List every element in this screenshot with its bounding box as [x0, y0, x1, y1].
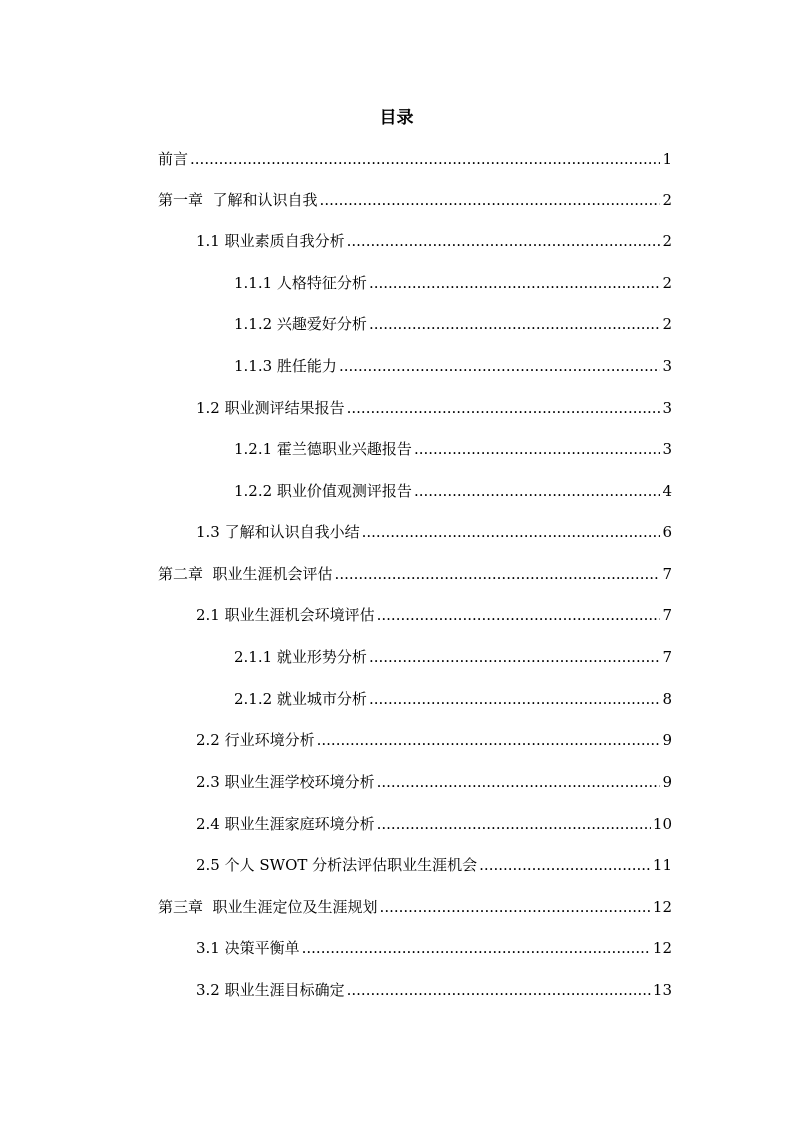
toc-entry[interactable]	[158, 521, 672, 543]
toc-entry-page: 1	[662, 150, 672, 168]
toc-entry-label: 3.1 决策平衡单	[196, 939, 300, 957]
toc-entry[interactable]	[158, 313, 672, 335]
toc-entry[interactable]	[158, 729, 672, 751]
leader-dots	[190, 148, 660, 170]
toc-entry-label: 第二章 职业生涯机会评估	[158, 565, 333, 583]
toc-entry-page: 2	[662, 274, 672, 292]
toc-entry-page: 7	[662, 606, 672, 624]
toc-entry-label: 1.1 职业素质自我分析	[196, 232, 345, 250]
toc-entry-page: 2	[662, 232, 672, 250]
toc-entry-label: 第一章 了解和认识自我	[158, 191, 318, 209]
toc-entry-label: 1.1.1 人格特征分析	[234, 274, 367, 292]
toc-entry-page: 3	[662, 357, 672, 375]
toc-entry-label: 3.2 职业生涯目标确定	[196, 981, 345, 999]
toc-entry[interactable]	[158, 688, 672, 710]
leader-dots	[347, 979, 651, 1001]
toc-entry-page: 12	[652, 898, 672, 916]
toc-entry[interactable]	[158, 979, 672, 1001]
toc-entry-label: 2.4 职业生涯家庭环境分析	[196, 815, 375, 833]
leader-dots	[335, 563, 661, 585]
leader-dots	[339, 355, 661, 377]
toc-entry-page: 7	[662, 648, 672, 666]
leader-dots	[317, 729, 661, 751]
toc-entry-label: 1.1.2 兴趣爱好分析	[234, 315, 367, 333]
toc-entry-label: 1.2 职业测评结果报告	[196, 399, 345, 417]
toc-entry[interactable]	[158, 189, 672, 211]
toc-entry[interactable]	[158, 937, 672, 959]
toc-entry[interactable]	[158, 896, 672, 918]
toc-entry[interactable]	[158, 813, 672, 835]
toc-entry-page: 9	[662, 731, 672, 749]
leader-dots	[414, 480, 661, 502]
leader-dots	[362, 521, 661, 543]
toc-entry-page: 2	[662, 315, 672, 333]
toc-entry[interactable]	[158, 438, 672, 460]
leader-dots	[414, 438, 661, 460]
toc-entry[interactable]	[158, 854, 672, 876]
toc-entry-page: 13	[652, 981, 672, 999]
toc-entry-label: 1.3 了解和认识自我小结	[196, 523, 360, 541]
toc-entry-page: 8	[662, 690, 672, 708]
leader-dots	[302, 937, 651, 959]
toc-entry-label: 2.1 职业生涯机会环境评估	[196, 606, 375, 624]
toc-entry-page: 7	[662, 565, 672, 583]
toc-entry-label: 2.2 行业环境分析	[196, 731, 315, 749]
leader-dots	[369, 272, 661, 294]
toc-entry-page: 9	[662, 773, 672, 791]
toc-entry-label: 2.5 个人 SWOT 分析法评估职业生涯机会	[196, 856, 478, 874]
toc-entry-label: 1.2.2 职业价值观测评报告	[234, 482, 412, 500]
toc-title: 目录	[379, 108, 414, 128]
toc-entry-page: 6	[662, 523, 672, 541]
toc-entry-page: 3	[662, 440, 672, 458]
toc-entry-page: 3	[662, 399, 672, 417]
toc-entry-label: 前言	[158, 150, 189, 168]
toc-entry-page: 11	[652, 856, 672, 874]
toc-entry[interactable]	[158, 604, 672, 626]
leader-dots	[380, 896, 651, 918]
leader-dots	[347, 397, 661, 419]
toc-entry-label: 2.1.2 就业城市分析	[234, 690, 367, 708]
toc-entry-page: 2	[662, 191, 672, 209]
leader-dots	[377, 813, 651, 835]
leader-dots	[369, 313, 661, 335]
toc-entry-label: 2.1.1 就业形势分析	[234, 648, 367, 666]
leader-dots	[369, 688, 661, 710]
leader-dots	[320, 189, 661, 211]
toc-entry[interactable]	[158, 272, 672, 294]
toc-entry[interactable]	[158, 148, 672, 170]
leader-dots	[479, 854, 651, 876]
toc-entry-page: 10	[652, 815, 672, 833]
toc-entry[interactable]	[158, 230, 672, 252]
toc-entry-label: 1.1.3 胜任能力	[234, 357, 337, 375]
toc-entry-label: 2.3 职业生涯学校环境分析	[196, 773, 375, 791]
toc-entry-label: 1.2.1 霍兰德职业兴趣报告	[234, 440, 412, 458]
leader-dots	[347, 230, 661, 252]
toc-entry[interactable]	[158, 563, 672, 585]
toc-entry-page: 12	[652, 939, 672, 957]
toc-entry[interactable]	[158, 397, 672, 419]
leader-dots	[369, 646, 661, 668]
toc-entry[interactable]	[158, 771, 672, 793]
toc-entry[interactable]	[158, 646, 672, 668]
toc-entry[interactable]	[158, 480, 672, 502]
leader-dots	[377, 771, 661, 793]
toc-entry-label: 第三章 职业生涯定位及生涯规划	[158, 898, 378, 916]
leader-dots	[377, 604, 661, 626]
toc-entry-page: 4	[662, 482, 672, 500]
toc-entry[interactable]	[158, 355, 672, 377]
